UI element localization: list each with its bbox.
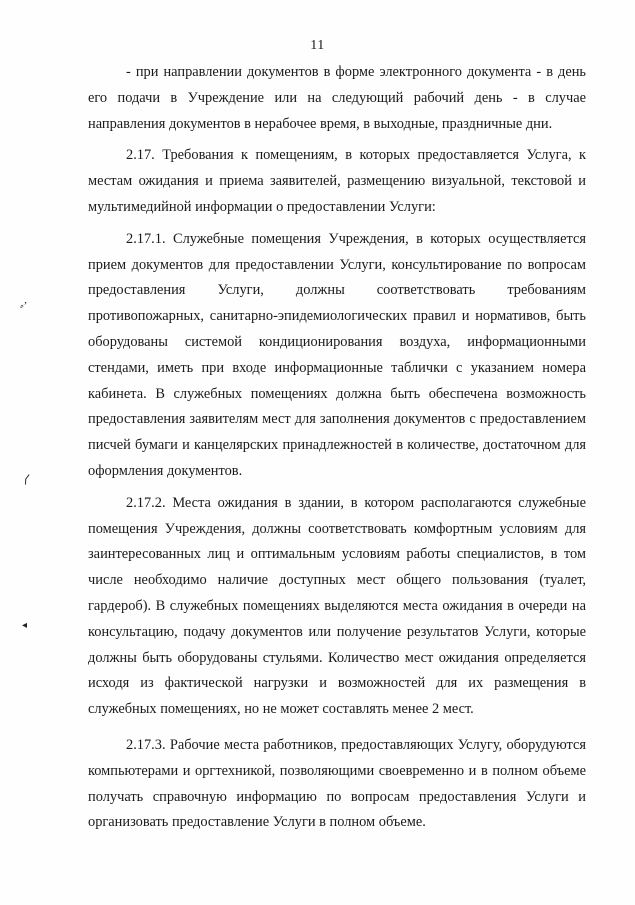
paragraph-electronic-submission: - при направлении документов в форме электронного документа - в день его подачи в Учреждение или на следующий рабочий день - в случае направления документов в нерабочее время, в выходные, праздничные дни. xyxy=(88,64,586,132)
page-number: 11 xyxy=(310,38,325,53)
paragraph-2-17-1: 2.17.1. Служебные помещения Учреждения, в которых осуществляется прием документов для предоставлении Услуги, консультирование по вопросам предоставления Услуги, должны соответствовать требованиям противопожарных, санитарно-эпидемиологических правил и нормативов, быть оборудованы системой кондиционирования воздуха, информационными стендами, иметь при входе информационные таблички с указанием номера кабинета. В служебных помещениях должна быть обеспечена возможность предоставления заявителям мест для заполнения документов с предоставлением писчей бумаги и канцелярских принадлежностей в количестве, достаточном для оформления документов. xyxy=(88,230,586,479)
paragraph-2-17-3: 2.17.3. Рабочие места работников, предоставляющих Услугу, оборудуются компьютерами и оргтехникой, позволяющими своевременно и в полном объеме получать справочную информацию по вопросам предоставления Услуги и организовать предоставление Услуги в полном объеме. xyxy=(88,736,586,831)
margin-scan-mark: ◂ xyxy=(22,620,28,631)
margin-scan-mark: ⟨ xyxy=(21,471,32,487)
margin-scan-mark: ⸗ʼ xyxy=(20,300,28,312)
paragraph-2-17: 2.17. Требования к помещениям, в которых предоставляется Услуга, к местам ожидания и приема заявителей, размещению визуальной, текстовой и мультимедийной информации о предоставлении Услуги: xyxy=(88,147,586,215)
document-body xyxy=(88,60,586,836)
paragraph-2-17-2: 2.17.2. Места ожидания в здании, в котором располагаются служебные помещения Учреждения, должны соответствовать комфортным условиям для заинтересованных лиц и оптимальным условиям работы специалистов, в том числе необходимо наличие доступных мест общего пользования (туалет, гардероб). В служебных помещениях выделяются места ожидания в очереди на консультацию, подачу документов или получение результатов Услуги, которые должны быть оборудованы стульями. Количество мест ожидания определяется исходя из фактической нагрузки и возможностей для их размещения в служебных помещениях, но не может составлять менее 2 мест. xyxy=(88,494,586,718)
